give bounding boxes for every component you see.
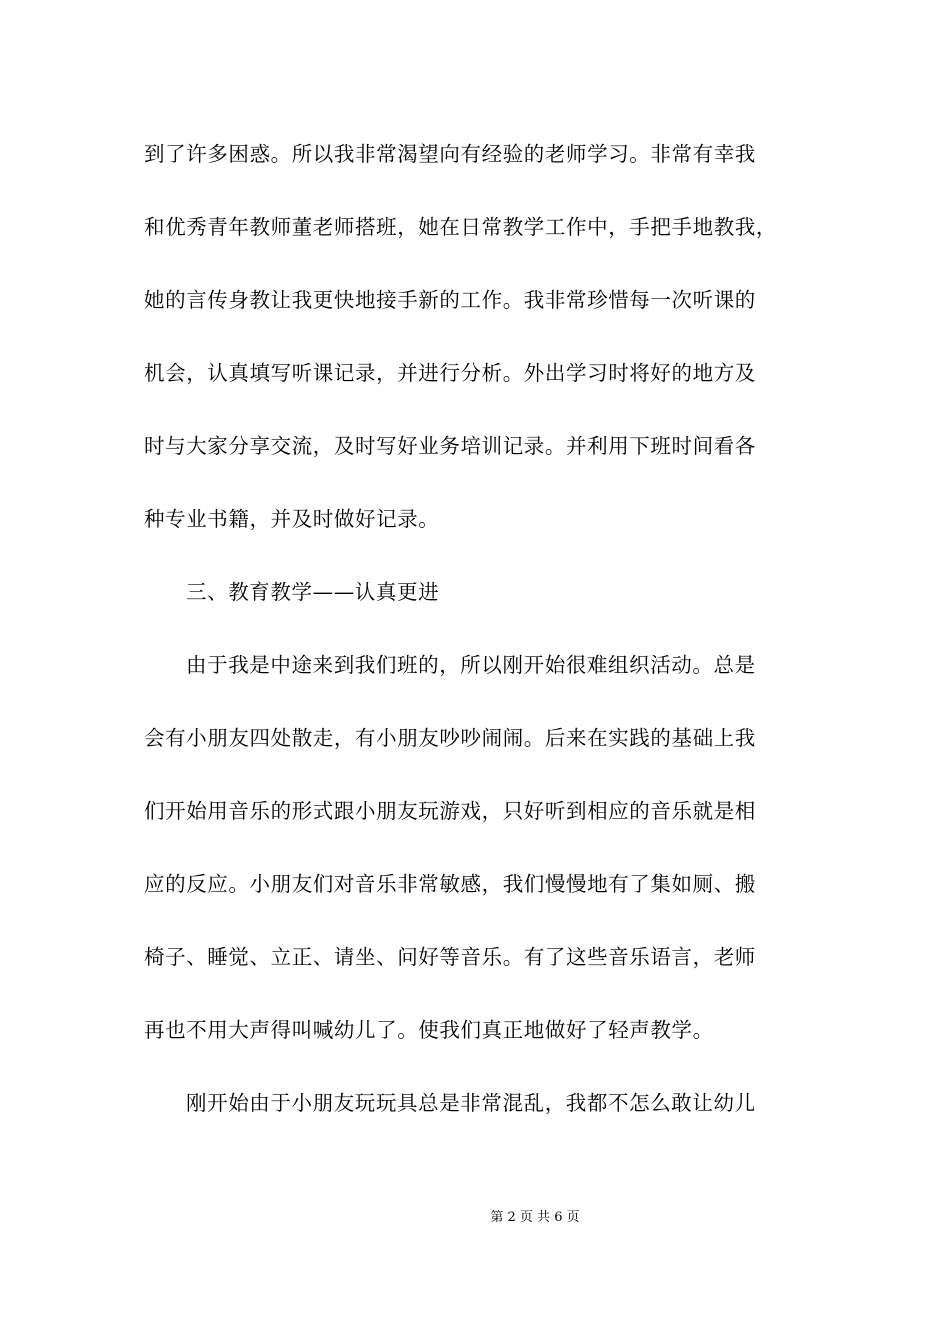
text-line-10: 们开始用音乐的形式跟小朋友玩游戏，只好听到相应的音乐就是相 (144, 799, 756, 823)
text-line-11: 应的反应。小朋友们对音乐非常敏感，我们慢慢地有了集如厕、搬 (144, 872, 756, 896)
document-body (144, 134, 824, 1156)
text-line-1: 到了许多困惑。所以我非常渴望向有经验的老师学习。非常有幸我 (144, 142, 756, 166)
page-number-footer: 第 2 页 共 6 页 (490, 1210, 580, 1225)
text-line-8: 由于我是中途来到我们班的，所以刚开始很难组织活动。总是 (186, 653, 756, 677)
text-line-4: 机会，认真填写听课记录，并进行分析。外出学习时将好的地方及 (144, 361, 756, 385)
text-line-3: 她的言传身教让我更快地接手新的工作。我非常珍惜每一次听课的 (144, 288, 756, 312)
text-line-9: 会有小朋友四处散走，有小朋友吵吵闹闹。后来在实践的基础上我 (144, 726, 756, 750)
text-line-5: 时与大家分享交流，及时写好业务培训记录。并利用下班时间看各 (144, 434, 756, 458)
text-line-13: 再也不用大声得叫喊幼儿了。使我们真正地做好了轻声教学。 (144, 1018, 714, 1042)
text-line-6: 种专业书籍，并及时做好记录。 (144, 507, 440, 531)
text-line-2: 和优秀青年教师董老师搭班，她在日常教学工作中，手把手地教我， (144, 215, 777, 239)
text-line-14: 刚开始由于小朋友玩玩具总是非常混乱，我都不怎么敢让幼儿 (186, 1091, 756, 1115)
text-line-12: 椅子、睡觉、立正、请坐、问好等音乐。有了这些音乐语言，老师 (144, 945, 756, 969)
section-heading: 三、教育教学——认真更进 (186, 580, 440, 604)
